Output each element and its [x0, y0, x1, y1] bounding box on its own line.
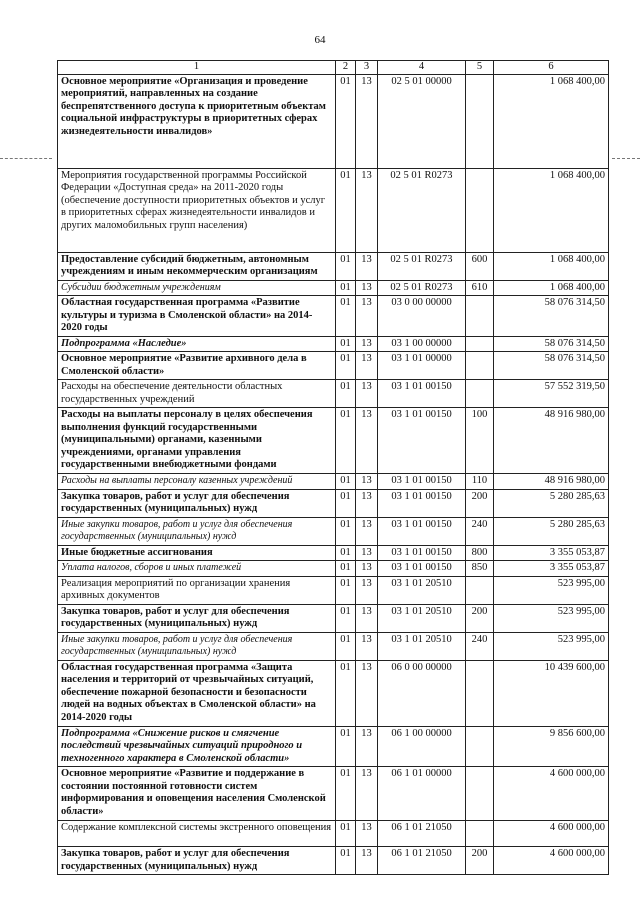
name-cell: Содержание комплексной системы экстренного оповещения — [58, 821, 336, 847]
section-code-cell: 01 — [336, 252, 356, 280]
amount-cell: 523 995,00 — [494, 632, 609, 660]
amount-cell: 48 916 980,00 — [494, 408, 609, 474]
cut-line-left — [0, 158, 52, 159]
subsection-code-cell: 13 — [356, 660, 378, 726]
table-row — [58, 726, 609, 767]
expense-type-code-cell — [466, 767, 494, 821]
name-cell: Иные бюджетные ассигнования — [58, 545, 336, 561]
target-article-code-cell: 03 1 01 00000 — [378, 352, 466, 380]
table-row — [58, 408, 609, 474]
section-code-cell: 01 — [336, 517, 356, 545]
subsection-code-cell: 13 — [356, 489, 378, 517]
subsection-code-cell: 13 — [356, 576, 378, 604]
subsection-code-cell: 13 — [356, 821, 378, 847]
expense-type-code-cell — [466, 74, 494, 168]
cut-line-right — [612, 158, 640, 159]
column-header: 6 — [494, 61, 609, 75]
table-row — [58, 168, 609, 252]
expense-type-code-cell — [466, 296, 494, 337]
name-cell: Закупка товаров, работ и услуг для обеспечения государственных (муниципальных) нужд — [58, 489, 336, 517]
amount-cell: 3 355 053,87 — [494, 561, 609, 577]
name-cell: Основное мероприятие «Организация и проведение мероприятий, направленных на создание беспрепятственного доступа к приоритетным объектам социальной инфраструктуры в приоритетных сферах жизнедеятельности инвалидов» — [58, 74, 336, 168]
section-code-cell: 01 — [336, 767, 356, 821]
target-article-code-cell: 03 1 01 20510 — [378, 604, 466, 632]
section-code-cell: 01 — [336, 74, 356, 168]
subsection-code-cell: 13 — [356, 474, 378, 490]
page-number: 64 — [314, 34, 326, 46]
column-header: 5 — [466, 61, 494, 75]
name-cell: Областная государственная программа «Защита населения и территорий от чрезвычайных ситуаций, обеспечение пожарной безопасности и безопасности людей на водных объектах в Смоленской области» на 2014-2020 годы — [58, 660, 336, 726]
subsection-code-cell: 13 — [356, 74, 378, 168]
target-article-code-cell: 03 1 01 00150 — [378, 380, 466, 408]
expense-type-code-cell — [466, 660, 494, 726]
table-row — [58, 517, 609, 545]
table-row — [58, 821, 609, 847]
name-cell: Мероприятия государственной программы Российской Федерации «Доступная среда» на 2011-2020 годы (обеспечение доступности приоритетных объектов и услуг в приоритетных сферах жизнедеятельности инвалидов и других маломобильных групп населения) — [58, 168, 336, 252]
amount-cell: 1 068 400,00 — [494, 74, 609, 168]
amount-cell: 10 439 600,00 — [494, 660, 609, 726]
amount-cell: 5 280 285,63 — [494, 517, 609, 545]
subsection-code-cell: 13 — [356, 517, 378, 545]
amount-cell: 3 355 053,87 — [494, 545, 609, 561]
expense-type-code-cell: 240 — [466, 517, 494, 545]
section-code-cell: 01 — [336, 380, 356, 408]
table-row — [58, 660, 609, 726]
target-article-code-cell: 03 0 00 00000 — [378, 296, 466, 337]
subsection-code-cell: 13 — [356, 352, 378, 380]
expense-type-code-cell: 240 — [466, 632, 494, 660]
amount-cell: 48 916 980,00 — [494, 474, 609, 490]
section-code-cell: 01 — [336, 632, 356, 660]
table-row — [58, 847, 609, 875]
expense-type-code-cell: 850 — [466, 561, 494, 577]
subsection-code-cell: 13 — [356, 336, 378, 352]
target-article-code-cell: 03 1 00 00000 — [378, 336, 466, 352]
table-row — [58, 280, 609, 296]
target-article-code-cell: 02 5 01 00000 — [378, 74, 466, 168]
name-cell: Расходы на выплаты персоналу в целях обеспечения выполнения функций государственными (муниципальными) органами, казенными учреждениями, органами управления государственными внебюджетными фондами — [58, 408, 336, 474]
table-row — [58, 632, 609, 660]
column-header: 1 — [58, 61, 336, 75]
subsection-code-cell: 13 — [356, 545, 378, 561]
table-row — [58, 352, 609, 380]
section-code-cell: 01 — [336, 296, 356, 337]
expense-type-code-cell: 110 — [466, 474, 494, 490]
table-row — [58, 74, 609, 168]
target-article-code-cell: 06 1 01 00000 — [378, 767, 466, 821]
table-row — [58, 489, 609, 517]
section-code-cell: 01 — [336, 545, 356, 561]
section-code-cell: 01 — [336, 408, 356, 474]
table-row — [58, 767, 609, 821]
expense-type-code-cell: 600 — [466, 252, 494, 280]
name-cell: Закупка товаров, работ и услуг для обеспечения государственных (муниципальных) нужд — [58, 847, 336, 875]
target-article-code-cell: 06 1 01 21050 — [378, 821, 466, 847]
table-row — [58, 252, 609, 280]
target-article-code-cell: 03 1 01 00150 — [378, 489, 466, 517]
expense-type-code-cell: 800 — [466, 545, 494, 561]
target-article-code-cell: 03 1 01 00150 — [378, 517, 466, 545]
target-article-code-cell: 06 1 01 21050 — [378, 847, 466, 875]
column-header: 2 — [336, 61, 356, 75]
name-cell: Субсидии бюджетным учреждениям — [58, 280, 336, 296]
name-cell: Иные закупки товаров, работ и услуг для обеспечения государственных (муниципальных) нужд — [58, 632, 336, 660]
section-code-cell: 01 — [336, 489, 356, 517]
name-cell: Предоставление субсидий бюджетным, автономным учреждениям и иным некоммерческим организациям — [58, 252, 336, 280]
expense-type-code-cell: 200 — [466, 847, 494, 875]
table-row — [58, 336, 609, 352]
name-cell: Подпрограмма «Снижение рисков и смягчение последствий чрезвычайных ситуаций природного и техногенного характера в Смоленской области» — [58, 726, 336, 767]
table-row — [58, 604, 609, 632]
section-code-cell: 01 — [336, 726, 356, 767]
target-article-code-cell: 06 1 00 00000 — [378, 726, 466, 767]
table-row — [58, 296, 609, 337]
name-cell: Уплата налогов, сборов и иных платежей — [58, 561, 336, 577]
target-article-code-cell: 03 1 01 20510 — [378, 632, 466, 660]
table-row — [58, 474, 609, 490]
amount-cell: 523 995,00 — [494, 576, 609, 604]
expense-type-code-cell — [466, 821, 494, 847]
subsection-code-cell: 13 — [356, 632, 378, 660]
subsection-code-cell: 13 — [356, 561, 378, 577]
amount-cell: 58 076 314,50 — [494, 352, 609, 380]
section-code-cell: 01 — [336, 352, 356, 380]
subsection-code-cell: 13 — [356, 168, 378, 252]
subsection-code-cell: 13 — [356, 767, 378, 821]
subsection-code-cell: 13 — [356, 847, 378, 875]
amount-cell: 4 600 000,00 — [494, 821, 609, 847]
amount-cell: 4 600 000,00 — [494, 767, 609, 821]
table-row — [58, 576, 609, 604]
section-code-cell: 01 — [336, 847, 356, 875]
section-code-cell: 01 — [336, 336, 356, 352]
amount-cell: 1 068 400,00 — [494, 280, 609, 296]
name-cell: Областная государственная программа «Развитие культуры и туризма в Смоленской области» на 2014-2020 годы — [58, 296, 336, 337]
amount-cell: 1 068 400,00 — [494, 168, 609, 252]
section-code-cell: 01 — [336, 576, 356, 604]
subsection-code-cell: 13 — [356, 726, 378, 767]
section-code-cell: 01 — [336, 474, 356, 490]
expense-type-code-cell: 200 — [466, 489, 494, 517]
amount-cell: 58 076 314,50 — [494, 336, 609, 352]
subsection-code-cell: 13 — [356, 296, 378, 337]
target-article-code-cell: 06 0 00 00000 — [378, 660, 466, 726]
expense-type-code-cell — [466, 168, 494, 252]
expense-type-code-cell: 200 — [466, 604, 494, 632]
section-code-cell: 01 — [336, 660, 356, 726]
table-row — [58, 545, 609, 561]
name-cell: Расходы на выплаты персоналу казенных учреждений — [58, 474, 336, 490]
subsection-code-cell: 13 — [356, 252, 378, 280]
name-cell: Подпрограмма «Наследие» — [58, 336, 336, 352]
amount-cell: 523 995,00 — [494, 604, 609, 632]
table-row — [58, 561, 609, 577]
section-code-cell: 01 — [336, 280, 356, 296]
expense-type-code-cell — [466, 336, 494, 352]
header-row — [58, 61, 609, 75]
name-cell: Закупка товаров, работ и услуг для обеспечения государственных (муниципальных) нужд — [58, 604, 336, 632]
target-article-code-cell: 02 5 01 R0273 — [378, 252, 466, 280]
name-cell: Иные закупки товаров, работ и услуг для обеспечения государственных (муниципальных) нужд — [58, 517, 336, 545]
section-code-cell: 01 — [336, 821, 356, 847]
budget-table — [57, 60, 609, 875]
target-article-code-cell: 02 5 01 R0273 — [378, 168, 466, 252]
expense-type-code-cell — [466, 352, 494, 380]
amount-cell: 57 552 319,50 — [494, 380, 609, 408]
amount-cell: 58 076 314,50 — [494, 296, 609, 337]
amount-cell: 1 068 400,00 — [494, 252, 609, 280]
section-code-cell: 01 — [336, 604, 356, 632]
subsection-code-cell: 13 — [356, 604, 378, 632]
name-cell: Основное мероприятие «Развитие и поддержание в состоянии постоянной готовности систем информирования и оповещения населения Смоленской области» — [58, 767, 336, 821]
target-article-code-cell: 03 1 01 00150 — [378, 545, 466, 561]
expense-type-code-cell: 610 — [466, 280, 494, 296]
target-article-code-cell: 03 1 01 20510 — [378, 576, 466, 604]
target-article-code-cell: 03 1 01 00150 — [378, 561, 466, 577]
table-row — [58, 380, 609, 408]
target-article-code-cell: 02 5 01 R0273 — [378, 280, 466, 296]
name-cell: Основное мероприятие «Развитие архивного дела в Смоленской области» — [58, 352, 336, 380]
subsection-code-cell: 13 — [356, 280, 378, 296]
column-header: 4 — [378, 61, 466, 75]
expense-type-code-cell: 100 — [466, 408, 494, 474]
amount-cell: 4 600 000,00 — [494, 847, 609, 875]
target-article-code-cell: 03 1 01 00150 — [378, 474, 466, 490]
name-cell: Расходы на обеспечение деятельности областных государственных учреждений — [58, 380, 336, 408]
subsection-code-cell: 13 — [356, 408, 378, 474]
section-code-cell: 01 — [336, 561, 356, 577]
expense-type-code-cell — [466, 726, 494, 767]
section-code-cell: 01 — [336, 168, 356, 252]
name-cell: Реализация мероприятий по организации хранения архивных документов — [58, 576, 336, 604]
target-article-code-cell: 03 1 01 00150 — [378, 408, 466, 474]
expense-type-code-cell — [466, 380, 494, 408]
subsection-code-cell: 13 — [356, 380, 378, 408]
expense-type-code-cell — [466, 576, 494, 604]
amount-cell: 5 280 285,63 — [494, 489, 609, 517]
amount-cell: 9 856 600,00 — [494, 726, 609, 767]
column-header: 3 — [356, 61, 378, 75]
